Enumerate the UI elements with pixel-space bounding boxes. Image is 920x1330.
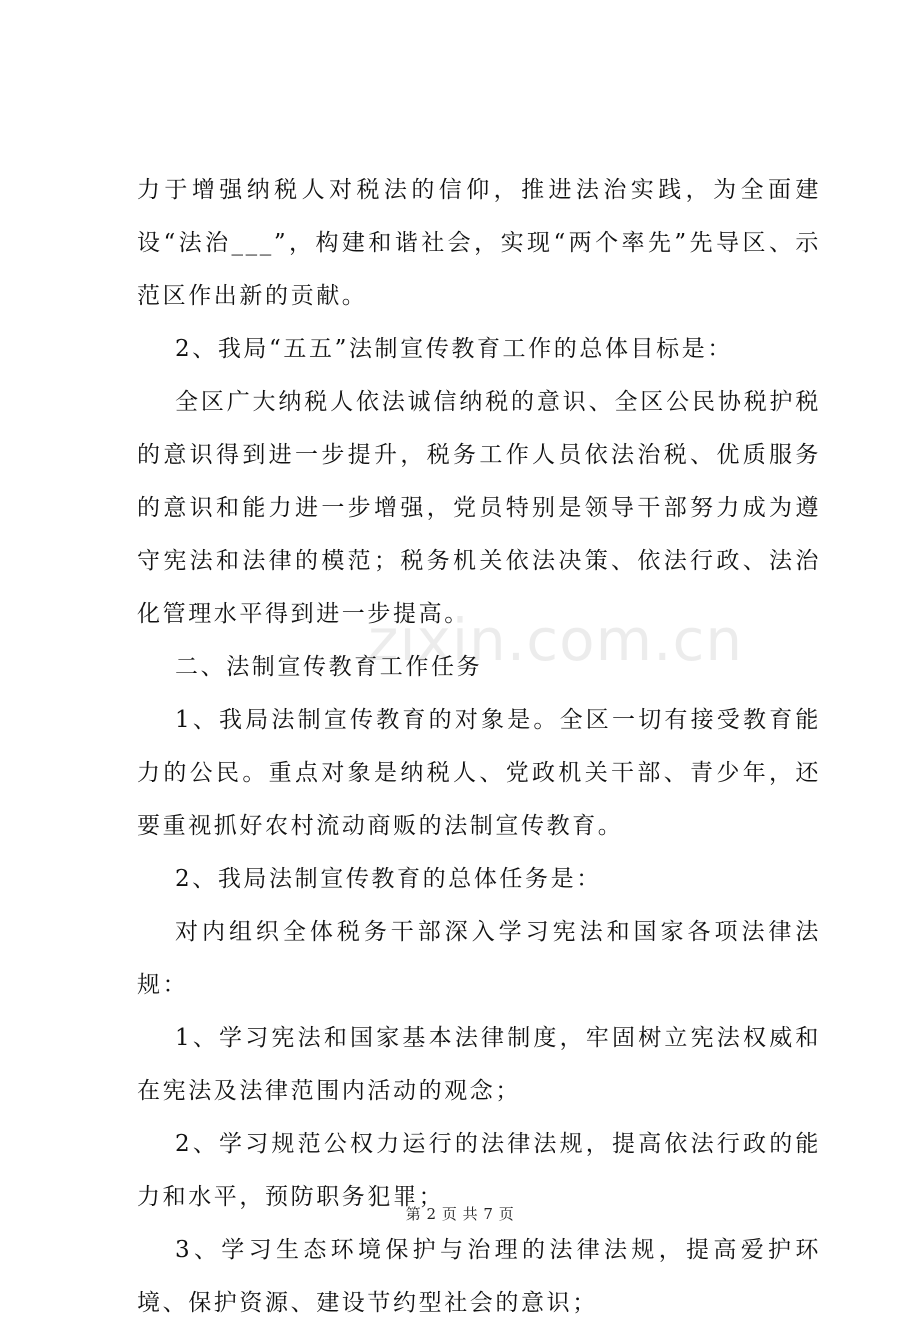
list-item-public-power: 2、学习规范公权力运行的法律法规，提高依法行政的能力和水平，预防职务犯罪； xyxy=(137,1131,821,1210)
document-body xyxy=(137,164,821,1330)
paragraph-education-targets: 1、我局法制宣传教育的对象是。全区一切有接受教育能力的公民。重点对象是纳税人、党政机关干部、青少年，还要重视抓好农村流动商贩的法制宣传教育。 xyxy=(137,707,821,839)
paragraph-overall-goal-heading: 2、我局“五五”法制宣传教育工作的总体目标是： xyxy=(175,336,733,362)
paragraph-overall-goal: 全区广大纳税人依法诚信纳税的意识、全区公民协税护税的意识得到进一步提升，税务工作人员依法治税、优质服务的意识和能力进一步增强，党员特别是领导干部努力成为遵守宪法和法律的模范；税务机关依法决策、依法行政、法治化管理水平得到进一步提高。 xyxy=(137,389,821,627)
section-heading-tasks: 二、法制宣传教育工作任务 xyxy=(175,654,483,680)
paragraph-internal-study: 对内组织全体税务干部深入学习宪法和国家各项法律法规： xyxy=(137,919,821,998)
paragraph-continuation: 力于增强纳税人对税法的信仰，推进法治实践，为全面建设“法治___”，构建和谐社会，实现“两个率先”先导区、示范区作出新的贡献。 xyxy=(137,177,821,309)
list-item-environment: 3、学习生态环境保护与治理的法律法规，提高爱护环境、保护资源、建设节约型社会的意识； xyxy=(137,1237,821,1316)
paragraph-overall-tasks-heading: 2、我局法制宣传教育的总体任务是： xyxy=(175,866,602,892)
watermark: zixin.com.cn xyxy=(368,606,744,674)
page-footer: 第 2 页 共 7 页 xyxy=(405,1205,515,1223)
list-item-constitution: 1、学习宪法和国家基本法律制度，牢固树立宪法权威和在宪法及法律范围内活动的观念； xyxy=(137,1025,821,1104)
